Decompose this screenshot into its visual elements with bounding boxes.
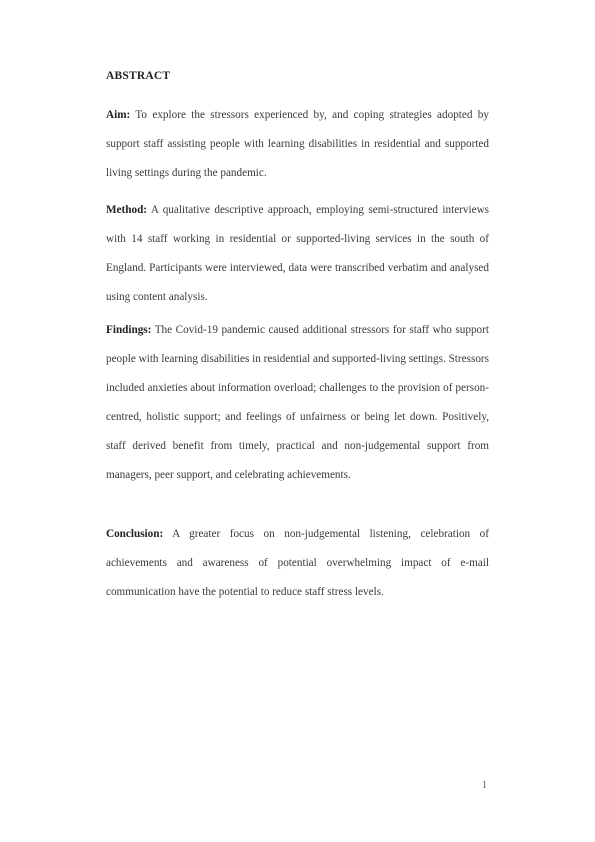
method-text: A qualitative descriptive approach, employing semi-structured interviews with 14 staff working in residential or supported-living services in the south of England. Participants were interviewed, data were transcribed verbatim and analysed using content analysis.: [106, 204, 489, 303]
abstract-heading: ABSTRACT: [106, 70, 171, 82]
conclusion-paragraph: [106, 520, 489, 607]
conclusion-text: A greater focus on non-judgemental listening, celebration of achievements and awareness of potential overwhelming impact of e-mail communication have the potential to reduce staff stress levels.: [106, 528, 489, 598]
aim-paragraph: [106, 101, 489, 188]
method-paragraph: [106, 196, 489, 312]
findings-paragraph: [106, 316, 489, 490]
findings-text: The Covid-19 pandemic caused additional stressors for staff who support people with learning disabilities in residential and supported-living settings. Stressors included anxieties about information overload; challenges to the provision of person-centred, holistic support; and feelings of unfairness or being let down. Positively, staff derived benefit from timely, practical and non-judgemental support from managers, peer support, and celebrating achievements.: [106, 324, 489, 481]
page-number: 1: [482, 780, 487, 791]
conclusion-label: Conclusion:: [106, 528, 164, 540]
findings-label: Findings:: [106, 324, 152, 336]
aim-text: To explore the stressors experienced by, and coping strategies adopted by support staff assisting people with learning disabilities in residential and supported living settings during the pandemic.: [106, 109, 489, 179]
method-label: Method:: [106, 204, 148, 216]
aim-label: Aim:: [106, 109, 131, 121]
